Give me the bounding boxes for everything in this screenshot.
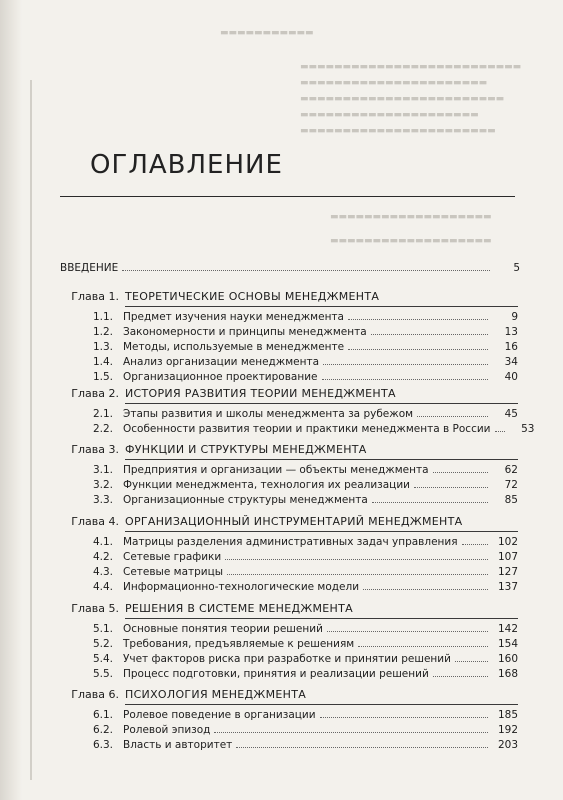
- chapter-block: [55, 387, 535, 438]
- chapter-title: ИСТОРИЯ РАЗВИТИЯ ТЕОРИИ МЕНЕДЖМЕНТА: [125, 387, 396, 400]
- section-number: 2.2.: [92, 423, 113, 435]
- dot-leader: [363, 589, 488, 590]
- section-number: 4.1.: [92, 536, 113, 548]
- intro-label: ВВЕДЕНИЕ: [60, 262, 119, 274]
- chapter-block: [55, 290, 518, 386]
- section-page-number: 53: [521, 423, 535, 435]
- dot-leader: [462, 544, 488, 545]
- section-page-number: 102: [497, 536, 518, 548]
- section-page-number: 192: [497, 724, 518, 736]
- chapter-number: Глава 4.: [71, 515, 119, 528]
- section-page-number: 137: [497, 581, 518, 593]
- section-title: Сетевые графики: [123, 551, 222, 563]
- section-page-number: 127: [497, 566, 518, 578]
- section-page-number: 62: [504, 464, 518, 476]
- section-page-number: 203: [497, 739, 518, 751]
- toc-entry[interactable]: [77, 311, 518, 326]
- toc-intro-entry[interactable]: [60, 262, 520, 277]
- chapter-heading[interactable]: [55, 290, 518, 305]
- section-title: Матрицы разделения административных задач управления: [123, 536, 458, 548]
- ghost-text-line: ▬▬▬▬▬▬▬▬▬▬▬▬▬▬▬▬▬▬▬▬▬▬▬▬: [300, 94, 505, 104]
- section-page-number: 72: [504, 479, 518, 491]
- dot-leader: [417, 416, 488, 417]
- dot-leader: [348, 349, 488, 350]
- section-title: Учет факторов риска при разработке и принятии решений: [123, 653, 451, 665]
- dot-leader: [227, 574, 488, 575]
- toc-entry[interactable]: [77, 623, 518, 638]
- chapter-title: ФУНКЦИИ И СТРУКТУРЫ МЕНЕДЖМЕНТА: [125, 443, 367, 456]
- section-page-number: 160: [497, 653, 518, 665]
- section-title: Организационные структуры менеджмента: [123, 494, 368, 506]
- toc-entry[interactable]: [77, 423, 535, 438]
- section-number: 5.4.: [92, 653, 113, 665]
- section-page-number: 154: [497, 638, 518, 650]
- toc-entry[interactable]: [77, 479, 518, 494]
- section-number: 3.2.: [92, 479, 113, 491]
- section-number: 3.1.: [92, 464, 113, 476]
- title-divider: [60, 196, 515, 197]
- toc-entry[interactable]: [77, 668, 518, 683]
- dot-leader: [323, 364, 488, 365]
- section-number: 1.4.: [92, 356, 113, 368]
- section-title: Предмет изучения науки менеджмента: [123, 311, 344, 323]
- section-number: 3.3.: [92, 494, 113, 506]
- section-number: 5.5.: [92, 668, 113, 680]
- section-title: Основные понятия теории решений: [123, 623, 323, 635]
- section-page-number: 142: [497, 623, 518, 635]
- ghost-text-line: ▬▬▬▬▬▬▬▬▬▬▬▬▬▬▬▬▬▬▬: [330, 212, 492, 222]
- ghost-text-line: ▬▬▬▬▬▬▬▬▬▬▬▬▬▬▬▬▬▬▬▬▬▬: [300, 78, 488, 88]
- toc-entry[interactable]: [77, 709, 518, 724]
- section-title: Требования, предъявляемые к решениям: [123, 638, 355, 650]
- chapter-title: ТЕОРЕТИЧЕСКИЕ ОСНОВЫ МЕНЕДЖМЕНТА: [125, 290, 380, 303]
- toc-entry[interactable]: [77, 326, 518, 341]
- spine-shadow: [30, 80, 32, 780]
- toc-entry[interactable]: [77, 566, 518, 581]
- section-number: 4.2.: [92, 551, 113, 563]
- section-number: 5.1.: [92, 623, 113, 635]
- section-number: 6.2.: [92, 724, 113, 736]
- section-page-number: 45: [504, 408, 518, 420]
- section-title: Процесс подготовки, принятия и реализации решений: [123, 668, 429, 680]
- chapter-title: ПСИХОЛОГИЯ МЕНЕДЖМЕНТА: [125, 688, 307, 701]
- chapter-title: РЕШЕНИЯ В СИСТЕМЕ МЕНЕДЖМЕНТА: [125, 602, 353, 615]
- section-title: Закономерности и принципы менеджмента: [123, 326, 367, 338]
- section-number: 6.3.: [92, 739, 113, 751]
- section-number: 4.3.: [92, 566, 113, 578]
- toc-entry[interactable]: [77, 408, 518, 423]
- section-title: Этапы развития и школы менеджмента за рубежом: [123, 408, 414, 420]
- section-number: 5.2.: [92, 638, 113, 650]
- section-title: Власть и авторитет: [123, 739, 233, 751]
- chapter-number: Глава 1.: [71, 290, 119, 303]
- chapter-heading[interactable]: [55, 515, 518, 530]
- section-title: Функции менеджмента, технология их реализации: [123, 479, 410, 491]
- chapter-number: Глава 6.: [71, 688, 119, 701]
- page-title: ОГЛАВЛЕНИЕ: [90, 150, 283, 180]
- toc-entry[interactable]: [77, 464, 518, 479]
- toc-entry[interactable]: [77, 356, 518, 371]
- section-page-number: 168: [497, 668, 518, 680]
- section-number: 1.3.: [92, 341, 113, 353]
- dot-leader: [122, 270, 490, 271]
- chapter-divider: [125, 306, 518, 307]
- dot-leader: [371, 334, 488, 335]
- section-page-number: 40: [504, 371, 518, 383]
- chapter-divider: [125, 403, 518, 404]
- chapter-block: [55, 602, 518, 683]
- section-title: Ролевой эпизод: [123, 724, 211, 736]
- page-gutter: [0, 0, 22, 800]
- dot-leader: [372, 502, 488, 503]
- chapter-heading[interactable]: [55, 443, 518, 458]
- toc-entry[interactable]: [77, 371, 518, 386]
- section-page-number: 34: [504, 356, 518, 368]
- section-page-number: 9: [511, 311, 518, 323]
- section-title: Методы, используемые в менеджменте: [123, 341, 345, 353]
- dot-leader: [433, 472, 488, 473]
- section-number: 1.2.: [92, 326, 113, 338]
- dot-leader: [214, 732, 488, 733]
- section-title: Сетевые матрицы: [123, 566, 224, 578]
- intro-page-number: 5: [513, 262, 520, 274]
- dot-leader: [433, 676, 488, 677]
- dot-leader: [225, 559, 488, 560]
- dot-leader: [495, 431, 505, 432]
- chapter-divider: [125, 618, 518, 619]
- chapter-number: Глава 3.: [71, 443, 119, 456]
- section-page-number: 107: [497, 551, 518, 563]
- toc-entry[interactable]: [77, 494, 518, 509]
- toc-entry[interactable]: [77, 551, 518, 566]
- chapter-block: [55, 443, 518, 509]
- dot-leader: [320, 717, 488, 718]
- toc-entry[interactable]: [77, 638, 518, 653]
- dot-leader: [455, 661, 488, 662]
- chapter-block: [55, 515, 518, 596]
- section-number: 4.4.: [92, 581, 113, 593]
- section-title: Анализ организации менеджмента: [123, 356, 320, 368]
- section-title: Организационное проектирование: [123, 371, 318, 383]
- toc-entry[interactable]: [77, 739, 518, 754]
- toc-entry[interactable]: [77, 536, 518, 551]
- ghost-text-line: ▬▬▬▬▬▬▬▬▬▬▬▬▬▬▬▬▬▬▬: [330, 236, 492, 246]
- dot-leader: [414, 487, 488, 488]
- section-page-number: 16: [504, 341, 518, 353]
- dot-leader: [327, 631, 488, 632]
- toc-entry[interactable]: [77, 653, 518, 668]
- dot-leader: [322, 379, 489, 380]
- ghost-running-head: ▬▬▬▬▬▬▬▬▬▬▬: [220, 28, 314, 38]
- section-page-number: 85: [504, 494, 518, 506]
- section-title: Информационно-технологические модели: [123, 581, 360, 593]
- section-title: Особенности развития теории и практики менеджмента в России: [123, 423, 491, 435]
- chapter-divider: [125, 459, 518, 460]
- chapter-block: [55, 688, 518, 754]
- chapter-heading[interactable]: [55, 602, 518, 617]
- dot-leader: [358, 646, 488, 647]
- section-page-number: 185: [497, 709, 518, 721]
- section-title: Предприятия и организации — объекты менеджмента: [123, 464, 429, 476]
- toc-entry[interactable]: [77, 581, 518, 596]
- ghost-text-line: ▬▬▬▬▬▬▬▬▬▬▬▬▬▬▬▬▬▬▬▬▬: [300, 110, 479, 120]
- section-title: Ролевое поведение в организации: [123, 709, 316, 721]
- chapter-divider: [125, 531, 518, 532]
- ghost-text-line: ▬▬▬▬▬▬▬▬▬▬▬▬▬▬▬▬▬▬▬▬▬▬▬: [300, 126, 496, 136]
- chapter-heading[interactable]: [55, 688, 518, 703]
- chapter-divider: [125, 704, 518, 705]
- section-number: 1.5.: [92, 371, 113, 383]
- chapter-number: Глава 2.: [71, 387, 119, 400]
- toc-entry[interactable]: [77, 724, 518, 739]
- dot-leader: [348, 319, 488, 320]
- section-number: 1.1.: [92, 311, 113, 323]
- chapter-title: ОРГАНИЗАЦИОННЫЙ ИНСТРУМЕНТАРИЙ МЕНЕДЖМЕНТА: [125, 515, 463, 528]
- chapter-number: Глава 5.: [71, 602, 119, 615]
- section-page-number: 13: [504, 326, 518, 338]
- section-number: 6.1.: [92, 709, 113, 721]
- chapter-heading[interactable]: [55, 387, 518, 402]
- dot-leader: [236, 747, 488, 748]
- ghost-text-line: ▬▬▬▬▬▬▬▬▬▬▬▬▬▬▬▬▬▬▬▬▬▬▬▬▬▬: [300, 62, 522, 72]
- toc-entry[interactable]: [77, 341, 518, 356]
- section-number: 2.1.: [92, 408, 113, 420]
